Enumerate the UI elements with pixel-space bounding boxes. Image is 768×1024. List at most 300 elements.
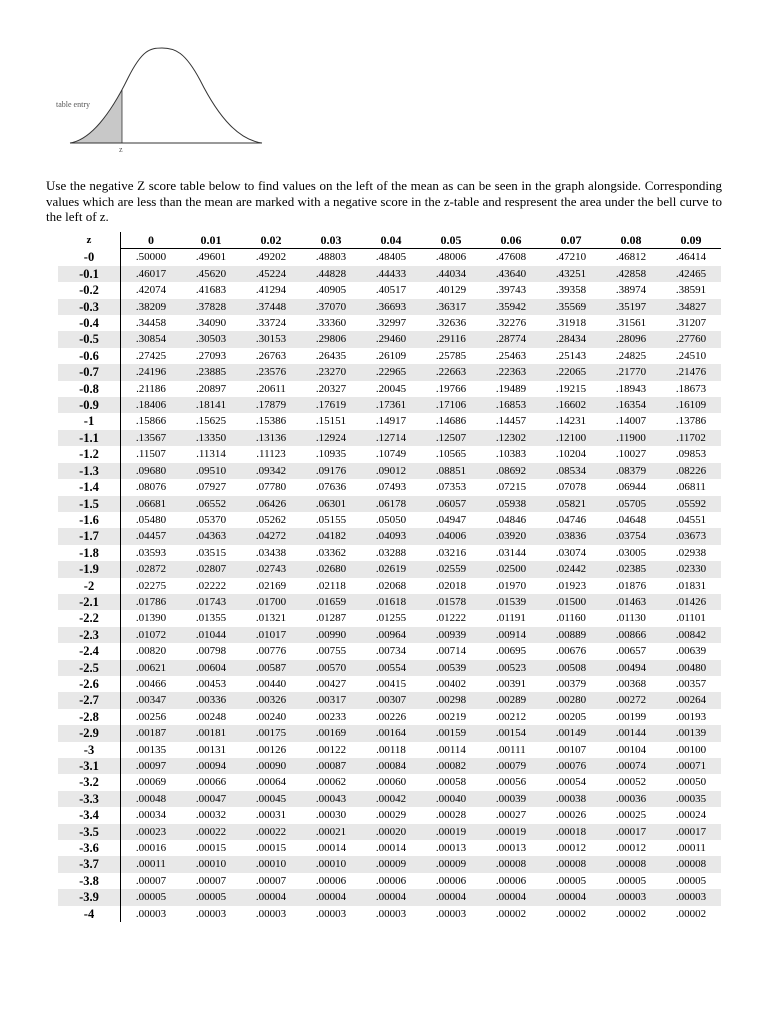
probability-cell: .30503 bbox=[181, 331, 241, 347]
probability-cell: .00427 bbox=[315, 677, 347, 690]
probability-cell: .12924 bbox=[301, 430, 361, 446]
table-row bbox=[58, 660, 721, 676]
probability-cell: .35569 bbox=[541, 299, 601, 315]
probability-cell: .01500 bbox=[541, 594, 601, 610]
probability-cell: .20611 bbox=[256, 382, 286, 395]
probability-cell: .14231 bbox=[555, 415, 587, 428]
probability-cell: .02385 bbox=[601, 561, 661, 577]
probability-cell: .49202 bbox=[255, 251, 287, 264]
probability-cell: .05705 bbox=[601, 496, 661, 512]
probability-cell: .11702 bbox=[661, 430, 721, 446]
z-value: -3.8 bbox=[58, 873, 121, 889]
probability-cell: .41294 bbox=[255, 284, 287, 297]
z-value: -3.5 bbox=[58, 824, 121, 840]
z-value: -0.3 bbox=[58, 299, 121, 315]
probability-cell: .03836 bbox=[541, 528, 601, 544]
probability-cell: .00131 bbox=[195, 743, 227, 756]
probability-cell: .38974 bbox=[615, 284, 647, 297]
probability-cell: .00480 bbox=[661, 660, 721, 676]
probability-cell: .00657 bbox=[615, 645, 647, 658]
probability-cell: .00090 bbox=[241, 758, 301, 774]
table-row bbox=[58, 906, 721, 922]
probability-cell: .00587 bbox=[241, 660, 301, 676]
probability-cell: .14686 bbox=[435, 415, 467, 428]
probability-cell: .09853 bbox=[675, 448, 707, 461]
table-row bbox=[58, 774, 721, 790]
probability-cell: .07927 bbox=[195, 481, 227, 494]
probability-cell: .14007 bbox=[615, 415, 647, 428]
probability-cell: .00264 bbox=[661, 692, 721, 708]
probability-cell: .00539 bbox=[421, 660, 481, 676]
probability-cell: .31207 bbox=[675, 317, 707, 330]
probability-cell: .02743 bbox=[241, 561, 301, 577]
probability-cell: .00181 bbox=[181, 725, 241, 741]
table-row bbox=[58, 282, 721, 298]
probability-cell: .50000 bbox=[135, 251, 167, 264]
probability-cell: .00226 bbox=[375, 710, 407, 723]
probability-cell: .00003 bbox=[135, 907, 167, 920]
table-row bbox=[58, 676, 721, 692]
probability-cell: .09176 bbox=[301, 463, 361, 479]
probability-cell: .01017 bbox=[241, 627, 301, 643]
probability-cell: .00005 bbox=[675, 874, 707, 887]
probability-cell: .00024 bbox=[675, 809, 707, 822]
probability-cell: .00007 bbox=[135, 874, 167, 887]
probability-cell: .05938 bbox=[481, 496, 541, 512]
probability-cell: .00013 bbox=[495, 842, 527, 855]
probability-cell: .00842 bbox=[661, 627, 721, 643]
probability-cell: .00003 bbox=[255, 907, 287, 920]
probability-cell: .01255 bbox=[375, 612, 407, 625]
probability-cell: .01831 bbox=[675, 579, 707, 592]
probability-cell: .00010 bbox=[301, 856, 361, 872]
probability-cell: .26763 bbox=[255, 349, 287, 362]
probability-cell: .10027 bbox=[615, 448, 647, 461]
probability-cell: .15151 bbox=[315, 415, 347, 428]
probability-cell: .08851 bbox=[421, 463, 481, 479]
table-row bbox=[58, 561, 721, 577]
probability-cell: .24510 bbox=[675, 349, 707, 362]
probability-cell: .09342 bbox=[241, 463, 301, 479]
probability-cell: .00205 bbox=[555, 710, 587, 723]
probability-cell: .00023 bbox=[121, 824, 182, 840]
probability-cell: .00118 bbox=[376, 743, 406, 756]
table-row bbox=[58, 610, 721, 626]
probability-cell: .22965 bbox=[361, 364, 421, 380]
probability-cell: .00402 bbox=[435, 677, 467, 690]
probability-cell: .00005 bbox=[121, 889, 182, 905]
probability-cell: .00776 bbox=[255, 645, 287, 658]
z-value: -3.7 bbox=[58, 856, 121, 872]
probability-cell: .00122 bbox=[315, 743, 347, 756]
probability-cell: .00466 bbox=[135, 677, 167, 690]
probability-cell: .00022 bbox=[181, 824, 241, 840]
z-label: z bbox=[119, 145, 123, 154]
probability-cell: .05370 bbox=[195, 513, 227, 526]
probability-cell: .00013 bbox=[435, 842, 467, 855]
probability-cell: .00219 bbox=[435, 710, 467, 723]
probability-cell: .00028 bbox=[435, 809, 467, 822]
table-row bbox=[58, 463, 721, 479]
probability-cell: .00570 bbox=[301, 660, 361, 676]
z-value: -0.4 bbox=[58, 315, 121, 331]
column-header: 0.06 bbox=[481, 232, 541, 249]
probability-cell: .05480 bbox=[135, 513, 167, 526]
probability-cell: .00008 bbox=[601, 856, 661, 872]
probability-cell: .00012 bbox=[555, 842, 587, 855]
probability-cell: .43640 bbox=[481, 266, 541, 282]
probability-cell: .00003 bbox=[375, 907, 407, 920]
probability-cell: .24196 bbox=[121, 364, 182, 380]
z-score-table bbox=[58, 232, 721, 922]
probability-cell: .00014 bbox=[375, 842, 407, 855]
probability-cell: .03005 bbox=[615, 546, 647, 559]
probability-cell: .11507 bbox=[136, 448, 166, 461]
probability-cell: .39743 bbox=[495, 284, 527, 297]
probability-cell: .02938 bbox=[675, 546, 707, 559]
column-header: 0.08 bbox=[601, 232, 661, 249]
z-value: -2.8 bbox=[58, 709, 121, 725]
z-value: -4 bbox=[58, 906, 121, 922]
probability-cell: .00164 bbox=[361, 725, 421, 741]
probability-cell: .00914 bbox=[481, 627, 541, 643]
probability-cell: .00056 bbox=[495, 776, 527, 789]
probability-cell: .00008 bbox=[481, 856, 541, 872]
z-column-header: z bbox=[58, 232, 121, 249]
probability-cell: .13350 bbox=[181, 430, 241, 446]
probability-cell: .40517 bbox=[375, 284, 407, 297]
probability-cell: .00071 bbox=[661, 758, 721, 774]
probability-cell: .40905 bbox=[315, 284, 347, 297]
probability-cell: .38209 bbox=[121, 299, 182, 315]
probability-cell: .01923 bbox=[555, 579, 587, 592]
probability-cell: .00047 bbox=[181, 791, 241, 807]
table-row bbox=[58, 364, 721, 380]
probability-cell: .02872 bbox=[121, 561, 182, 577]
probability-cell: .00074 bbox=[601, 758, 661, 774]
probability-cell: .02018 bbox=[435, 579, 467, 592]
probability-cell: .17361 bbox=[361, 397, 421, 413]
probability-cell: .00144 bbox=[601, 725, 661, 741]
probability-cell: .13136 bbox=[241, 430, 301, 446]
probability-cell: .05155 bbox=[315, 513, 347, 526]
column-header: 0.01 bbox=[181, 232, 241, 249]
probability-cell: .00016 bbox=[135, 842, 167, 855]
probability-cell: .02068 bbox=[375, 579, 407, 592]
probability-cell: .35942 bbox=[481, 299, 541, 315]
column-header: 0.02 bbox=[241, 232, 301, 249]
z-value: -2.9 bbox=[58, 725, 121, 741]
probability-cell: .20045 bbox=[375, 382, 407, 395]
probability-cell: .00003 bbox=[435, 907, 467, 920]
probability-cell: .18943 bbox=[615, 382, 647, 395]
bell-curve-graph bbox=[50, 40, 280, 165]
probability-cell: .00005 bbox=[615, 874, 647, 887]
probability-cell: .12714 bbox=[361, 430, 421, 446]
probability-cell: .46017 bbox=[121, 266, 182, 282]
table-row bbox=[58, 545, 721, 561]
probability-cell: .29460 bbox=[361, 331, 421, 347]
z-value: -3.2 bbox=[58, 774, 121, 790]
probability-cell: .42858 bbox=[601, 266, 661, 282]
column-header: 0.07 bbox=[541, 232, 601, 249]
z-value: -2.4 bbox=[58, 643, 121, 659]
probability-cell: .00233 bbox=[315, 710, 347, 723]
probability-cell: .06301 bbox=[301, 496, 361, 512]
probability-cell: .20327 bbox=[315, 382, 347, 395]
probability-cell: .00695 bbox=[495, 645, 527, 658]
probability-cell: .01970 bbox=[495, 579, 527, 592]
probability-cell: .00639 bbox=[675, 645, 707, 658]
probability-cell: .00048 bbox=[121, 791, 182, 807]
probability-cell: .38591 bbox=[675, 284, 707, 297]
probability-cell: .00069 bbox=[135, 776, 167, 789]
probability-cell: .00494 bbox=[601, 660, 661, 676]
probability-cell: .08379 bbox=[601, 463, 661, 479]
probability-cell: .37448 bbox=[241, 299, 301, 315]
probability-cell: .19766 bbox=[435, 382, 467, 395]
probability-cell: .06944 bbox=[615, 481, 647, 494]
probability-cell: .00104 bbox=[615, 743, 647, 756]
probability-cell: .49601 bbox=[195, 251, 227, 264]
table-row bbox=[58, 315, 721, 331]
probability-cell: .00004 bbox=[541, 889, 601, 905]
probability-cell: .03074 bbox=[555, 546, 587, 559]
probability-cell: .09510 bbox=[181, 463, 241, 479]
probability-cell: .02559 bbox=[421, 561, 481, 577]
probability-cell: .01130 bbox=[616, 612, 646, 625]
probability-cell: .07078 bbox=[555, 481, 587, 494]
probability-cell: .00066 bbox=[195, 776, 227, 789]
probability-cell: .48405 bbox=[375, 251, 407, 264]
probability-cell: .07215 bbox=[495, 481, 527, 494]
probability-cell: .00964 bbox=[361, 627, 421, 643]
probability-cell: .00003 bbox=[315, 907, 347, 920]
probability-cell: .00062 bbox=[315, 776, 347, 789]
probability-cell: .34458 bbox=[135, 317, 167, 330]
probability-cell: .00508 bbox=[541, 660, 601, 676]
z-value: -3.1 bbox=[58, 758, 121, 774]
probability-cell: .00004 bbox=[301, 889, 361, 905]
table-row bbox=[58, 512, 721, 528]
probability-cell: .01426 bbox=[661, 594, 721, 610]
probability-cell: .00440 bbox=[255, 677, 287, 690]
probability-cell: .28774 bbox=[481, 331, 541, 347]
probability-cell: .28434 bbox=[541, 331, 601, 347]
probability-cell: .00554 bbox=[361, 660, 421, 676]
probability-cell: .01044 bbox=[181, 627, 241, 643]
probability-cell: .01222 bbox=[435, 612, 467, 625]
probability-cell: .47210 bbox=[555, 251, 587, 264]
z-value: -0.2 bbox=[58, 282, 121, 298]
table-row bbox=[58, 725, 721, 741]
probability-cell: .00820 bbox=[135, 645, 167, 658]
probability-cell: .00307 bbox=[361, 692, 421, 708]
probability-cell: .00317 bbox=[301, 692, 361, 708]
z-value: -2.5 bbox=[58, 660, 121, 676]
probability-cell: .00280 bbox=[541, 692, 601, 708]
probability-cell: .47608 bbox=[495, 251, 527, 264]
probability-cell: .02169 bbox=[255, 579, 287, 592]
probability-cell: .04551 bbox=[675, 513, 707, 526]
probability-cell: .00004 bbox=[241, 889, 301, 905]
probability-cell: .35197 bbox=[601, 299, 661, 315]
probability-cell: .00035 bbox=[661, 791, 721, 807]
probability-cell: .26109 bbox=[375, 349, 407, 362]
probability-cell: .00007 bbox=[255, 874, 287, 887]
probability-cell: .01618 bbox=[361, 594, 421, 610]
probability-cell: .00289 bbox=[481, 692, 541, 708]
probability-cell: .17619 bbox=[301, 397, 361, 413]
table-row bbox=[58, 496, 721, 512]
probability-cell: .18406 bbox=[121, 397, 182, 413]
probability-cell: .00347 bbox=[121, 692, 182, 708]
probability-cell: .00256 bbox=[135, 710, 167, 723]
probability-cell: .30854 bbox=[121, 331, 182, 347]
z-value: -3 bbox=[58, 742, 121, 758]
probability-cell: .00169 bbox=[301, 725, 361, 741]
probability-cell: .21476 bbox=[661, 364, 721, 380]
z-value: -0.5 bbox=[58, 331, 121, 347]
table-row bbox=[58, 413, 721, 429]
probability-cell: .20897 bbox=[195, 382, 227, 395]
probability-cell: .34827 bbox=[661, 299, 721, 315]
probability-cell: .00621 bbox=[121, 660, 182, 676]
probability-cell: .04363 bbox=[181, 528, 241, 544]
probability-cell: .03144 bbox=[495, 546, 527, 559]
probability-cell: .46812 bbox=[615, 251, 647, 264]
probability-cell: .04457 bbox=[121, 528, 182, 544]
probability-cell: .10749 bbox=[375, 448, 407, 461]
probability-cell: .02222 bbox=[195, 579, 227, 592]
probability-cell: .02680 bbox=[301, 561, 361, 577]
probability-cell: .08692 bbox=[481, 463, 541, 479]
probability-cell: .16354 bbox=[601, 397, 661, 413]
table-row bbox=[58, 840, 721, 856]
probability-cell: .25785 bbox=[435, 349, 467, 362]
probability-cell: .00052 bbox=[615, 776, 647, 789]
table-row bbox=[58, 446, 721, 462]
probability-cell: .00939 bbox=[421, 627, 481, 643]
probability-cell: .00040 bbox=[421, 791, 481, 807]
probability-cell: .02118 bbox=[316, 579, 346, 592]
probability-cell: .00007 bbox=[195, 874, 227, 887]
probability-cell: .22663 bbox=[421, 364, 481, 380]
table-row bbox=[58, 873, 721, 889]
z-value: -3.6 bbox=[58, 840, 121, 856]
probability-cell: .00193 bbox=[675, 710, 707, 723]
probability-cell: .00038 bbox=[541, 791, 601, 807]
probability-cell: .00017 bbox=[661, 824, 721, 840]
probability-cell: .00030 bbox=[315, 809, 347, 822]
probability-cell: .03754 bbox=[601, 528, 661, 544]
probability-cell: .01463 bbox=[601, 594, 661, 610]
probability-cell: .00002 bbox=[555, 907, 587, 920]
probability-cell: .27760 bbox=[661, 331, 721, 347]
probability-cell: .39358 bbox=[555, 284, 587, 297]
probability-cell: .00149 bbox=[541, 725, 601, 741]
probability-cell: .02619 bbox=[361, 561, 421, 577]
probability-cell: .07636 bbox=[315, 481, 347, 494]
probability-cell: .46414 bbox=[675, 251, 707, 264]
probability-cell: .32276 bbox=[495, 317, 527, 330]
probability-cell: .25143 bbox=[555, 349, 587, 362]
probability-cell: .00008 bbox=[541, 856, 601, 872]
probability-cell: .00087 bbox=[301, 758, 361, 774]
probability-cell: .26435 bbox=[315, 349, 347, 362]
probability-cell: .00009 bbox=[421, 856, 481, 872]
probability-cell: .00020 bbox=[361, 824, 421, 840]
probability-cell: .00866 bbox=[601, 627, 661, 643]
probability-cell: .00154 bbox=[481, 725, 541, 741]
table-row bbox=[58, 742, 721, 758]
probability-cell: .06426 bbox=[241, 496, 301, 512]
table-row bbox=[58, 643, 721, 659]
probability-cell: .01390 bbox=[135, 612, 167, 625]
probability-cell: .15866 bbox=[135, 415, 167, 428]
probability-cell: .00298 bbox=[421, 692, 481, 708]
probability-cell: .12507 bbox=[421, 430, 481, 446]
probability-cell: .00029 bbox=[375, 809, 407, 822]
probability-cell: .04746 bbox=[555, 513, 587, 526]
probability-cell: .00022 bbox=[241, 824, 301, 840]
probability-cell: .00043 bbox=[301, 791, 361, 807]
probability-cell: .03362 bbox=[315, 546, 347, 559]
z-value: -1 bbox=[58, 413, 121, 429]
probability-cell: .17106 bbox=[421, 397, 481, 413]
table-row bbox=[58, 249, 721, 266]
probability-cell: .37070 bbox=[301, 299, 361, 315]
probability-cell: .01355 bbox=[195, 612, 227, 625]
z-value: -1.3 bbox=[58, 463, 121, 479]
intro-text: Use the negative Z score table below to find values on the left of the mean as can be seen in the graph alongside. Corresponding values which are less than the mean are marked with a negative score in the z-table and respresent the area under the bell curve to the left of z. bbox=[46, 178, 722, 224]
probability-cell: .16602 bbox=[541, 397, 601, 413]
probability-cell: .02442 bbox=[541, 561, 601, 577]
probability-cell: .00034 bbox=[135, 809, 167, 822]
probability-cell: .01786 bbox=[121, 594, 182, 610]
probability-cell: .00019 bbox=[481, 824, 541, 840]
probability-cell: .13786 bbox=[675, 415, 707, 428]
probability-cell: .00021 bbox=[301, 824, 361, 840]
z-value: -1.1 bbox=[58, 430, 121, 446]
probability-cell: .29806 bbox=[301, 331, 361, 347]
z-value: -1.5 bbox=[58, 496, 121, 512]
probability-cell: .00025 bbox=[615, 809, 647, 822]
z-value: -3.9 bbox=[58, 889, 121, 905]
probability-cell: .01659 bbox=[301, 594, 361, 610]
probability-cell: .03216 bbox=[435, 546, 467, 559]
probability-cell: .02330 bbox=[661, 561, 721, 577]
probability-cell: .00212 bbox=[495, 710, 527, 723]
probability-cell: .00019 bbox=[421, 824, 481, 840]
probability-cell: .04272 bbox=[241, 528, 301, 544]
probability-cell: .00084 bbox=[361, 758, 421, 774]
probability-cell: .44828 bbox=[301, 266, 361, 282]
z-value: -1.7 bbox=[58, 528, 121, 544]
table-row bbox=[58, 578, 721, 594]
probability-cell: .04947 bbox=[435, 513, 467, 526]
z-value: -1.9 bbox=[58, 561, 121, 577]
probability-cell: .42074 bbox=[135, 284, 167, 297]
probability-cell: .00004 bbox=[481, 889, 541, 905]
z-value: -2.1 bbox=[58, 594, 121, 610]
probability-cell: .23270 bbox=[301, 364, 361, 380]
probability-cell: .00003 bbox=[661, 889, 721, 905]
probability-cell: .44034 bbox=[421, 266, 481, 282]
probability-cell: .08534 bbox=[541, 463, 601, 479]
probability-cell: .48006 bbox=[435, 251, 467, 264]
probability-cell: .02275 bbox=[135, 579, 167, 592]
